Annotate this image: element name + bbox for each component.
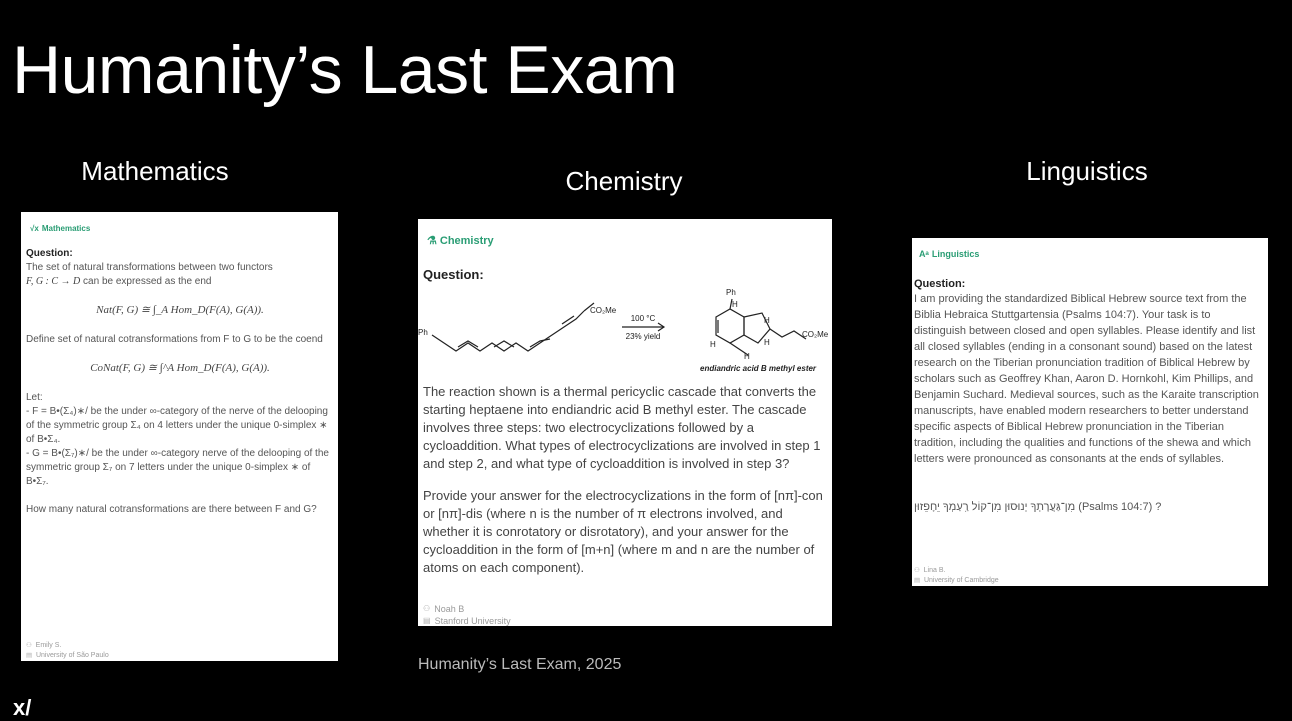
let-label: Let: <box>26 392 43 403</box>
question-ask: How many natural cotransformations are there between F and G? <box>26 504 317 515</box>
stereo-h-label: H <box>764 316 770 325</box>
person-icon: ⚇ <box>26 642 32 649</box>
equation-nat: Nat(F, G) ≅ ∫_A Hom_D(F(A), G(A)). <box>96 304 264 316</box>
hebrew-text: מִן־גַּעֲרָתְךָ יְנוּסוּן מִן־קוֹל רַֽעַמְךָ יֵחָפֵזוּן <box>914 501 1076 513</box>
stereo-h-label: H <box>732 300 738 309</box>
definition-g: - G = B•(Σ₇)∗/ be the under ∞-category nerve of the delooping of the symmetric group Σ₇ on 7 letters under the unique 0-simplex ∗ of B•Σ₇. <box>26 448 329 487</box>
mathematics-question-card <box>21 212 338 661</box>
reaction-condition: 100 °C <box>630 314 656 323</box>
linguistics-question-card <box>912 238 1268 586</box>
person-icon: ⚇ <box>423 604 431 613</box>
question-text: F, G : C → D can be expressed as the end <box>26 276 212 287</box>
heptaene-chain <box>432 311 584 351</box>
mathematics-question-body <box>26 247 334 517</box>
product-name: endiandric acid B methyl ester <box>700 364 817 373</box>
column-heading-linguistics: Linguistics <box>1026 156 1148 186</box>
column-heading-mathematics: Mathematics <box>81 156 229 186</box>
chemistry-question-body <box>423 383 829 577</box>
product-ring-a <box>716 309 744 343</box>
verse-reference: (Psalms 104:7) ? <box>1075 501 1162 513</box>
ester-label: CO₂Me <box>590 306 617 315</box>
question-label: Question: <box>914 278 966 290</box>
slide-title: Humanity’s Last Exam <box>12 32 678 108</box>
slide-caption: Humanity’s Last Exam, 2025 <box>418 656 622 673</box>
linguistics-tag: Aᵃ Linguistics <box>919 246 979 262</box>
question-label: Question: <box>423 267 484 282</box>
building-icon: ▤ <box>914 577 920 584</box>
language-icon: Aᵃ <box>919 249 929 259</box>
question-label: Question: <box>26 248 73 259</box>
molecule-icon: ⚗ <box>427 235 437 247</box>
hebrew-verse <box>914 499 1264 515</box>
author: ⚇ Lina B. <box>914 563 945 579</box>
affiliation: ▤ University of São Paulo <box>26 649 109 661</box>
building-icon: ▤ <box>423 616 431 625</box>
affiliation: ▤ University of Cambridge <box>914 573 999 586</box>
stereo-h-label: H <box>764 338 770 347</box>
question-text: Define set of natural cotransformations from F to G to be the coend <box>26 334 323 345</box>
reaction-yield: 23% yield <box>625 332 661 341</box>
stereo-h-label: H <box>710 340 716 349</box>
equation-conat: CoNat(F, G) ≅ ∫^A Hom_D(F(A), G(A)). <box>90 362 270 374</box>
mathematics-tag: √x Mathematics <box>30 222 90 236</box>
stereo-h-label: H <box>744 352 750 361</box>
question-text: I am providing the standardized Biblical Hebrew source text from the Biblia Hebraica Stuttgartensia (Psalms 104:7). Your task is to distinguish between closed and open syllables. Please identify and list all closed syllables (ending in a consonant sound) based on the latest research on the Tiberian pronunciation tradition of Biblical Hebrew by scholars such as Geoffrey Khan, Aaron D. Hornkohl, Kim Phillips, and Benjamin Suchard. Medieval sources, such as the Karaite transcription manuscripts, have enabled modern researchers to better understand specific aspects of Biblical Hebrew pronunciation in the Tiberian tradition, including the qualities and functions of the shewa and which letters were pronounced as consonants at the ends of syllables. <box>914 293 1259 465</box>
building-icon: ▤ <box>26 652 32 659</box>
chemistry-tag: ⚗ Chemistry <box>427 232 494 250</box>
chemistry-question-card <box>418 219 832 626</box>
definition-f: - F = B•(Σ₄)∗/ be the under ∞-category of the nerve of the delooping of the symmetric group Σ₄ on 4 letters under the unique 0-simplex ∗ of B•Σ₄. <box>26 406 328 445</box>
column-heading-chemistry: Chemistry <box>565 166 683 196</box>
affiliation: ▤ Stanford University <box>423 612 511 626</box>
reaction-scheme <box>418 283 832 383</box>
author: ⚇ Emily S. <box>26 639 61 653</box>
author: ⚇ Noah B <box>423 600 464 618</box>
sqrt-icon: √x <box>30 224 39 233</box>
question-text: The set of natural transformations between two functors <box>26 262 273 273</box>
answer-format-text: Provide your answer for the electrocyclizations in the form of [nπ]-con or [nπ]-dis (where n is the number of π electrons involved, and whether it is conrotatory or disrotatory), and your answer for the cycloaddition in the form of [m+n] (where m and n are the number of atoms on each component). <box>423 488 823 575</box>
question-text: The reaction shown is a thermal pericyclic cascade that converts the starting heptaene into endiandric acid B methyl ester. The cascade involves three steps: two electrocyclizations followed by a cycloaddition. What types of electrocyclizations are involved in step 1 and step 2, and what type of cycloaddition is involved in step 3? <box>423 384 821 471</box>
person-icon: ⚇ <box>914 567 920 574</box>
product-ester-label: CO₂Me <box>802 330 829 339</box>
phenyl-label: Ph <box>418 328 428 337</box>
product-phenyl-label: Ph <box>726 288 736 297</box>
xai-logo-icon: x/ <box>13 695 32 720</box>
